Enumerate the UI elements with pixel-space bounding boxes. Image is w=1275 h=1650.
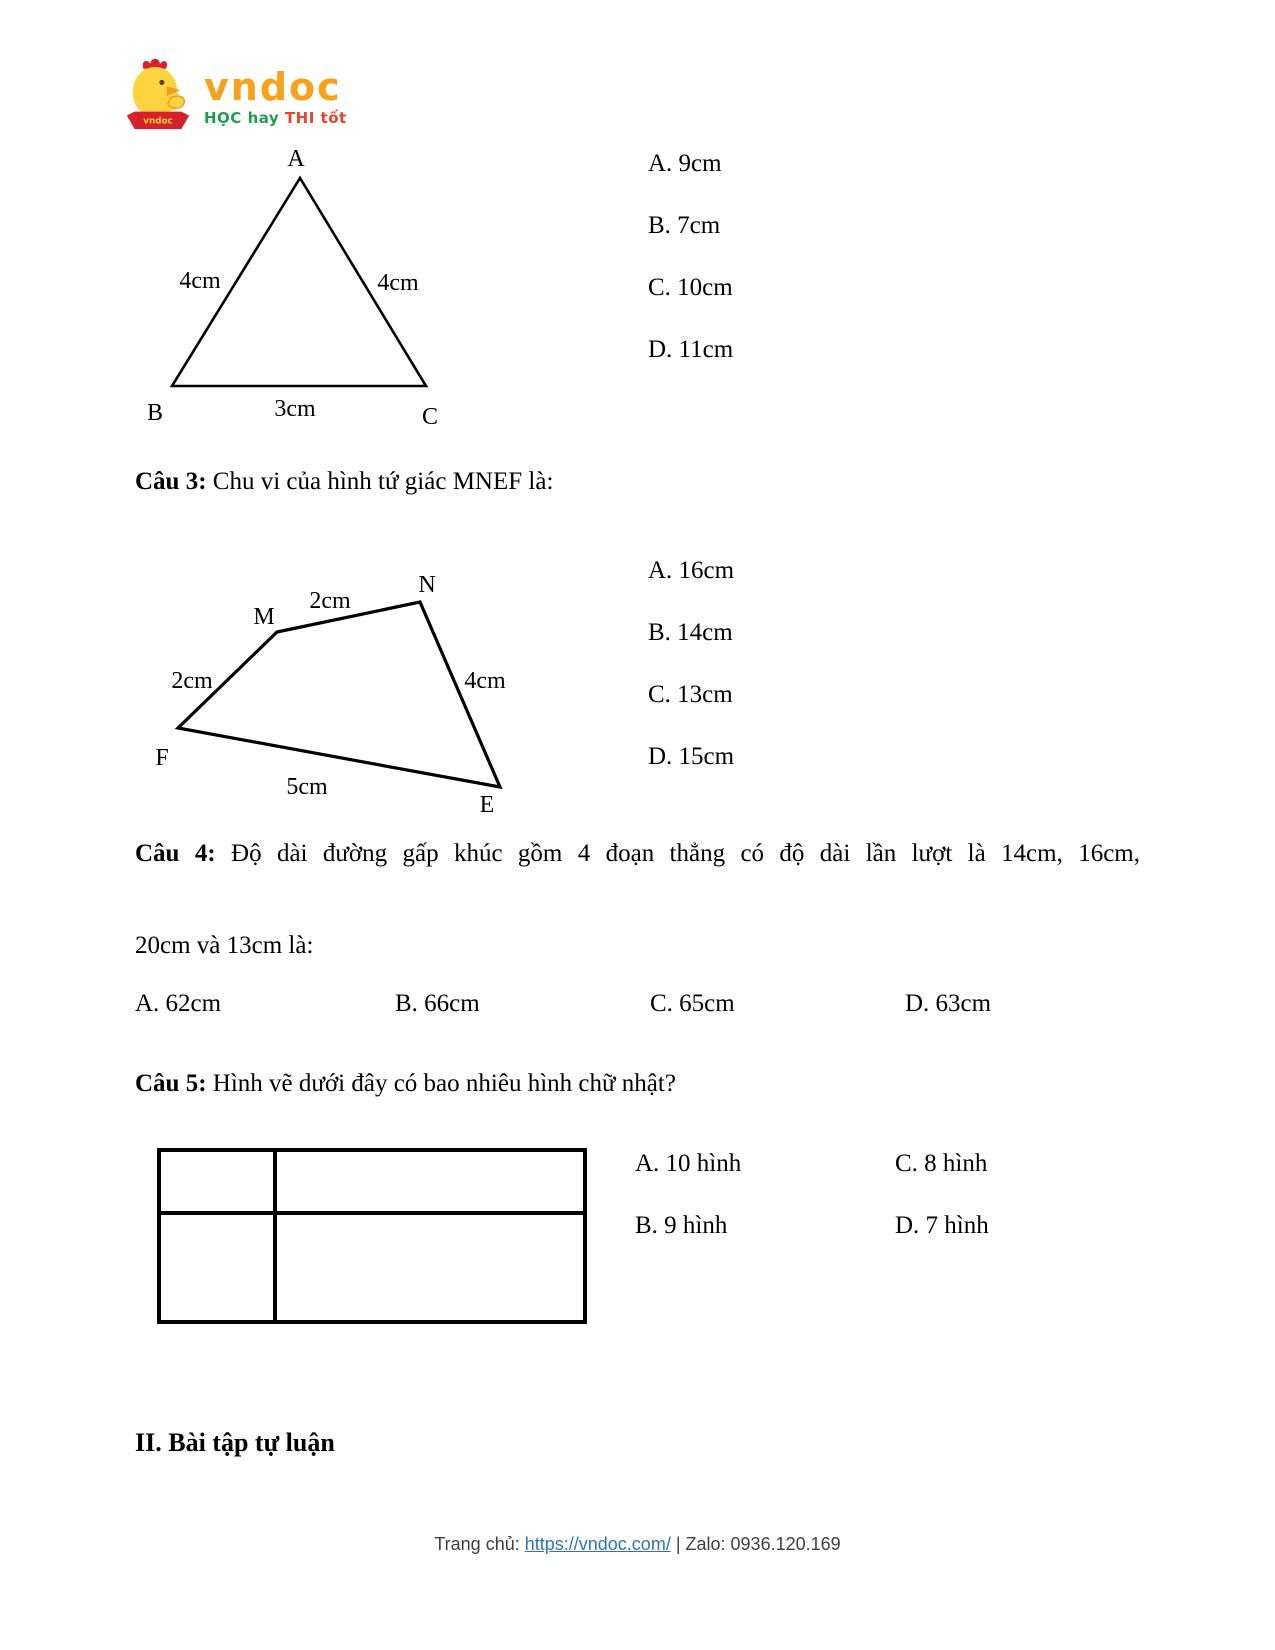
quad-side-fm-label: 2cm <box>171 668 213 694</box>
question5-option-a: A. 10 hình <box>635 1150 742 1177</box>
triangle-side-bc-label: 3cm <box>274 396 316 422</box>
question3-option-a: A. 16cm <box>648 557 735 584</box>
question4-option-b: B. 66cm <box>395 990 480 1017</box>
question3-option-d: D. 15cm <box>648 743 735 770</box>
question3-text: Chu vi của hình tứ giác MNEF là: <box>212 468 554 495</box>
rectangle-outer-shape <box>159 1150 585 1322</box>
vndoc-logo <box>122 56 347 138</box>
footer-homepage-link[interactable]: https://vndoc.com/ <box>524 1534 671 1554</box>
tagline-word-thi: THI <box>284 108 315 127</box>
question4-stem-line1 <box>135 838 1140 869</box>
question2-option-d: D. 11cm <box>648 336 734 363</box>
question5-option-c: C. 8 hình <box>895 1150 988 1177</box>
question5-option-d: D. 7 hình <box>895 1212 989 1239</box>
question5-text: Hình vẽ dưới đây có bao nhiêu hình chữ nhật? <box>212 1070 676 1097</box>
triangle-vertex-b-label: B <box>146 400 164 426</box>
quad-side-fe-label: 5cm <box>286 774 328 800</box>
logo-banner-text: vndoc <box>143 116 173 127</box>
triangle-abc-figure <box>138 138 478 438</box>
quad-vertex-e-label: E <box>479 792 495 818</box>
question4-text-line2: 20cm và 13cm là: <box>135 932 314 959</box>
chicken-mascot-icon <box>122 56 194 138</box>
quad-vertex-n-label: N <box>418 572 436 598</box>
question2-option-c: C. 10cm <box>648 274 733 301</box>
quad-side-ne-label: 4cm <box>464 668 506 694</box>
triangle-vertex-a-label: A <box>287 146 305 172</box>
question3-number: Câu 3: <box>135 468 207 495</box>
question4-option-c: C. 65cm <box>650 990 735 1017</box>
question4-text-line1: Độ dài đường gấp khúc gồm 4 đoạn thẳng có độ dài lần lượt là 14cm, 16cm, <box>231 840 1140 867</box>
question3-option-b: B. 14cm <box>648 619 733 646</box>
triangle-vertex-c-label: C <box>421 404 439 430</box>
question5-option-b: B. 9 hình <box>635 1212 728 1239</box>
logo-text-block <box>204 64 347 127</box>
triangle-side-ab-label: 4cm <box>179 268 221 294</box>
tagline-word-tot: tốt <box>320 108 347 127</box>
question3-stem <box>135 466 553 497</box>
quad-side-mn-label: 2cm <box>309 588 351 614</box>
quad-vertex-m-label: M <box>253 604 275 630</box>
rectangle-grid-figure <box>153 1144 593 1330</box>
triangle-side-ac-label: 4cm <box>377 270 419 296</box>
question4-stem-line2 <box>135 930 313 961</box>
footer-zalo-text: | Zalo: 0936.120.169 <box>675 1534 841 1554</box>
question5-stem <box>135 1068 676 1099</box>
logo-brand-wordmark: vndoc <box>204 64 342 109</box>
question2-option-a: A. 9cm <box>648 150 722 177</box>
question2-option-b: B. 7cm <box>648 212 721 239</box>
tagline-word-hoc: HỌC <box>204 108 242 127</box>
section-ii-heading: II. Bài tập tự luận <box>135 1428 335 1457</box>
quadrilateral-mnef-figure <box>140 540 540 830</box>
quad-vertex-f-label: F <box>155 745 169 771</box>
question4-number: Câu 4: <box>135 840 216 867</box>
logo-tagline <box>204 109 347 127</box>
question3-option-c: C. 13cm <box>648 681 733 708</box>
tagline-word-hay: hay <box>247 108 280 127</box>
page-footer <box>0 1534 1275 1555</box>
footer-homepage-label: Trang chủ: <box>434 1534 520 1554</box>
question4-option-d: D. 63cm <box>905 990 992 1017</box>
question4-option-a: A. 62cm <box>135 990 222 1017</box>
quadrilateral-shape <box>178 602 500 787</box>
question5-number: Câu 5: <box>135 1070 207 1097</box>
